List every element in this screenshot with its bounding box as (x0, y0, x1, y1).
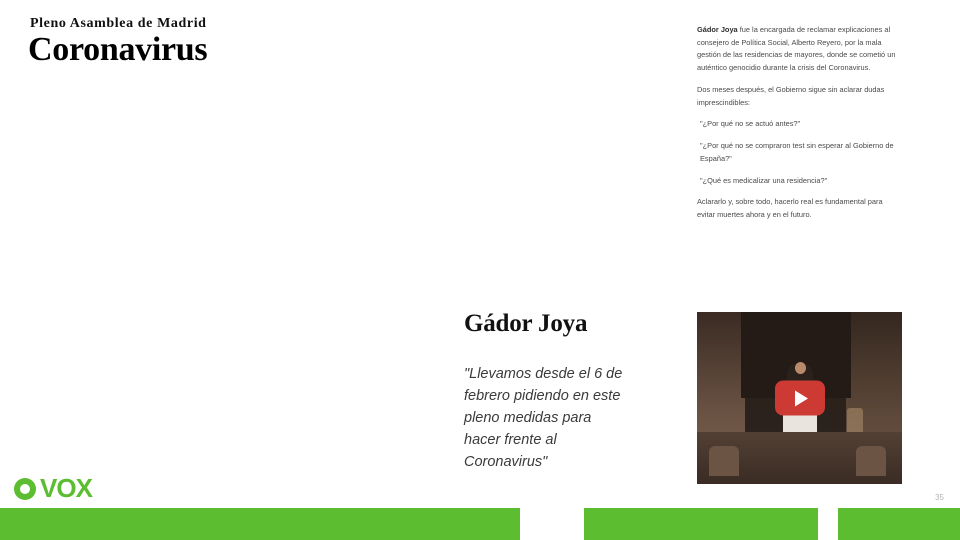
paragraph-3: "¿Por qué no se compraron test sin esperar al Gobierno de España?" (700, 141, 894, 163)
paragraph-5: Aclararlo y, sobre todo, hacerlo real es fundamental para evitar muertes ahora y en el futuro. (697, 197, 883, 220)
footer-bar (0, 508, 960, 540)
page-number: 35 (935, 493, 944, 502)
lead-name: Gádor Joya (697, 25, 738, 34)
play-icon[interactable] (775, 381, 825, 416)
vox-logo (14, 473, 92, 504)
paragraph-2: "¿Por qué no se actuó antes?" (700, 119, 801, 129)
play-triangle (795, 390, 808, 406)
kicker-text: Pleno Asamblea de Madrid (30, 16, 207, 31)
vox-logo-mark-icon (14, 478, 36, 500)
video-seat-right (856, 446, 886, 476)
speaker-quote: "Llevamos desde el 6 de febrero pidiendo en este pleno medidas para hacer frente al Coronavirus" (464, 366, 623, 471)
paragraph-4: "¿Qué es medicalizar una residencia?" (700, 175, 828, 185)
page-title: Coronavirus (28, 31, 208, 68)
vox-logo-wordmark: VOX (40, 473, 92, 503)
paragraph-1: Dos meses después, el Gobierno sigue sin aclarar dudas imprescindibles: (697, 84, 885, 107)
speaker-name: Gádor Joya (464, 310, 588, 337)
video-seat-left (709, 446, 739, 476)
right-column-text (697, 24, 902, 231)
footer-bar-gap-1 (520, 508, 584, 540)
footer-bar-gap-2 (818, 508, 838, 540)
video-speaker-face (795, 362, 806, 374)
paragraph-0: fue la encargada de reclamar explicaciones al consejero de Política Social, Alberto Reyero, por la mala gestión de las residencias de mayores, donde se cometió un auténtico genocidio durante la crisis del Coronavirus. (697, 25, 896, 73)
video-thumbnail[interactable] (697, 312, 902, 484)
paragraph-intro (697, 24, 902, 75)
